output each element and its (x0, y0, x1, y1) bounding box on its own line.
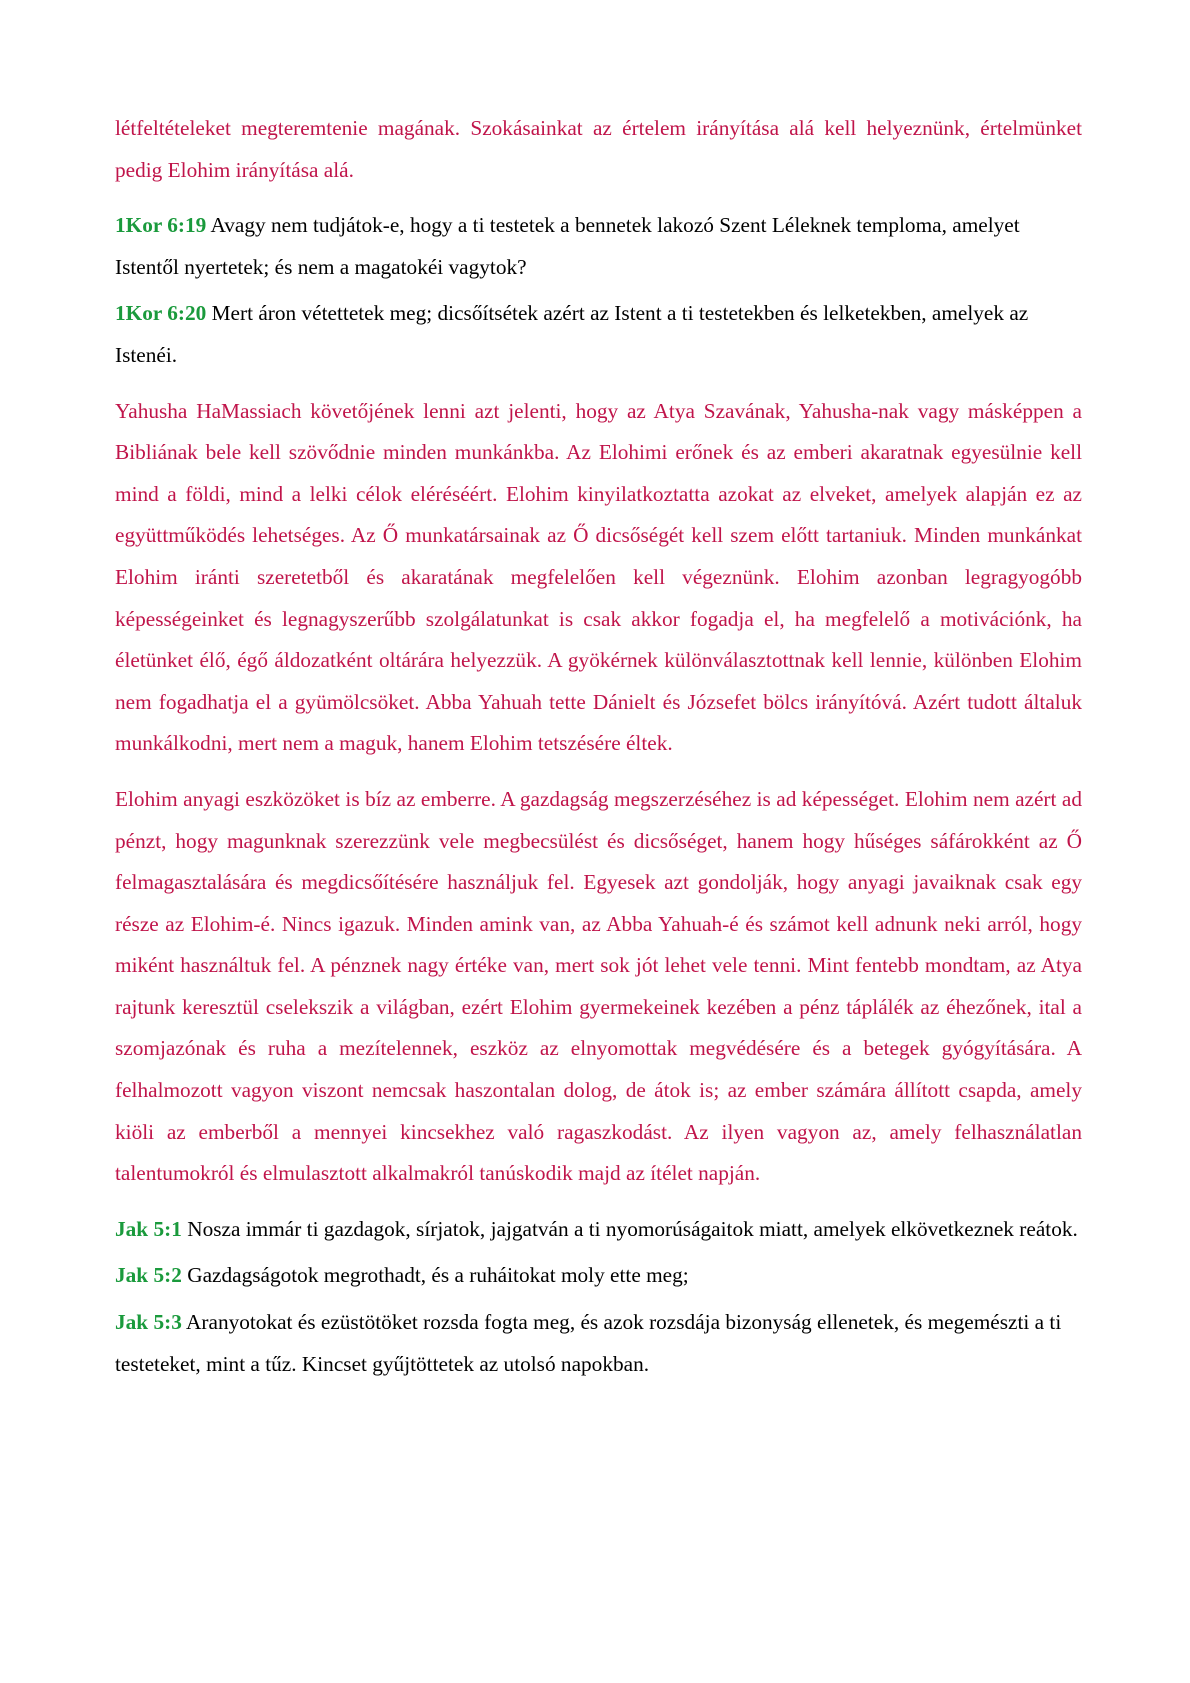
bible-verse (115, 205, 1082, 288)
verse-text: Avagy nem tudjátok-e, hogy a ti testetek a bennetek lakozó Szent Léleknek temploma, amelyet Istentől nyertetek; és nem a magatokéi vagytok? (115, 213, 1020, 279)
verse-reference: 1Kor 6:20 (115, 301, 207, 326)
verse-text: Nosza immár ti gazdagok, sírjatok, jajgatván a ti nyomorúságaitok miatt, amelyek elkövetkeznek reátok. (187, 1216, 1078, 1241)
bible-verse (115, 1255, 1082, 1297)
bible-verse (115, 1209, 1082, 1251)
bible-verse (115, 1302, 1082, 1385)
commentary-paragraph: Elohim anyagi eszközöket is bíz az emberre. A gazdagság megszerzéséhez is ad képességet. Elohim nem azért ad pénzt, hogy magunknak szerezzünk vele megbecsülést és dicsőséget, hanem hogy hűséges sáfárokként az Ő felmagasztalására és megdicsőítésére használjuk fel. Egyesek azt gondolják, hogy anyagi javaiknak csak egy része az Elohim-é. Nincs igazuk. Minden amink van, az Abba Yahuah-é és számot kell adnunk neki arról, hogy miként használtuk fel. A pénznek nagy értéke van, mert sok jót lehet vele tenni. Mint fentebb mondtam, az Atya rajtunk keresztül cselekszik a világban, ezért Elohim gyermekeinek kezében a pénz táplálék az éhezőnek, ital a szomjazónak és ruha a mezítelennek, eszköz az elnyomottak megvédésére és a betegek gyógyítására. A felhalmozott vagyon viszont nemcsak haszontalan dolog, de átok is; az ember számára állított csapda, amely kiöli az emberből a mennyei kincsekhez való ragaszkodást. Az ilyen vagyon az, amely felhasználatlan talentumokról és elmulasztott alkalmakról tanúskodik majd az ítélet napján. (115, 786, 1082, 1186)
verse-text: Aranyotokat és ezüstötöket rozsda fogta meg, és azok rozsdája bizonyság ellenetek, és megemészti a ti testeteket, mint a tűz. Kincset gyűjtöttetek az utolsó napokban. (115, 1310, 1062, 1376)
verse-reference: Jak 5:2 (115, 1263, 182, 1288)
verse-reference: Jak 5:1 (115, 1216, 182, 1241)
verse-reference: 1Kor 6:19 (115, 213, 207, 238)
verse-reference: Jak 5:3 (115, 1310, 182, 1335)
document-page (115, 108, 1082, 1385)
verse-text: Mert áron vétettetek meg; dicsőítsétek azért az Istent a ti testetekben és lelketekben, amelyek az Istenéi. (115, 301, 1029, 367)
verse-text: Gazdagságotok megrothadt, és a ruháitokat moly ette meg; (187, 1263, 689, 1288)
bible-verse (115, 293, 1082, 376)
commentary-paragraph: létfeltételeket megteremtenie magának. Szokásainkat az értelem irányítása alá kell helyeznünk, értelmünket pedig Elohim irányítása alá. (115, 116, 1082, 182)
commentary-paragraph: Yahusha HaMassiach követőjének lenni azt jelenti, hogy az Atya Szavának, Yahusha-nak vagy másképpen a Bibliának bele kell szövődnie minden munkánkba. Az Elohimi erőnek és az emberi akaratnak egyesülnie kell mind a földi, mind a lelki célok eléréséért. Elohim kinyilatkoztatta azokat az elveket, amelyek alapján ez az együttműködés lehetséges. Az Ő munkatársainak az Ő dicsőségét kell szem előtt tartaniuk. Minden munkánkat Elohim iránti szeretetből és akaratának megfelelően kell végeznünk. Elohim azonban legragyogóbb képességeinket és legnagyszerűbb szolgálatunkat is csak akkor fogadja el, ha megfelelő a motivációnk, ha életünket élő, égő áldozatként oltárára helyezzük. A gyökérnek különválasztottnak kell lennie, különben Elohim nem fogadhatja el a gyümölcsöket. Abba Yahuah tette Dánielt és Józsefet bölcs irányítóvá. Azért tudott általuk munkálkodni, mert nem a maguk, hanem Elohim tetszésére éltek. (115, 398, 1082, 756)
